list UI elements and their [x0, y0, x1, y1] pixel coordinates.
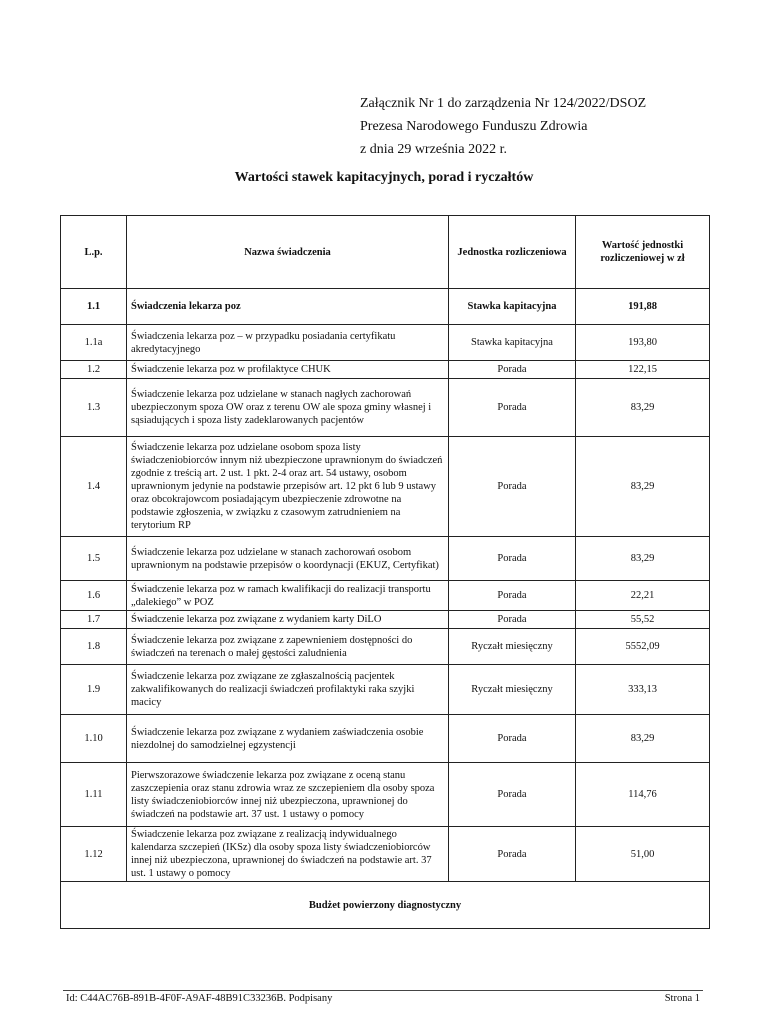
row-unit: Stawka kapitacyjna: [449, 325, 576, 361]
table-row: [61, 325, 710, 361]
row-name: Świadczenie lekarza poz udzielane osobom spoza listy świadczeniobiorców innym niż ubezpieczone uprawnionym do świadczeń zgodnie z treścią art. 2 ust. 1 pkt. 2-4 oraz art. 54 ustawy, osobom uprawnionym jedynie na podstawie przepisów art. 12 pkt 6 lub 9 ustawy oraz obcokrajowcom posiadającym ubezpieczenie zdrowotne na podstawie zgłoszenia, w związku z czasowym zatrudnieniem na terytorium RP: [127, 437, 449, 537]
row-unit: Porada: [449, 379, 576, 437]
rates-table: [60, 215, 710, 929]
row-lp: 1.1a: [61, 325, 127, 361]
table-row: [61, 537, 710, 581]
row-value: 333,13: [576, 665, 710, 715]
row-unit: Porada: [449, 763, 576, 827]
row-name: Świadczenie lekarza poz związane z zapewnieniem dostępności do świadczeń na terenach o małej gęstości zaludnienia: [127, 629, 449, 665]
row-value: 193,80: [576, 325, 710, 361]
header-name: Nazwa świadczenia: [127, 216, 449, 289]
header-line-1: Załącznik Nr 1 do zarządzenia Nr 124/2022/DSOZ: [360, 96, 647, 111]
row-unit: Porada: [449, 437, 576, 537]
row-name: Świadczenie lekarza poz w ramach kwalifikacji do realizacji transportu „dalekiego” w POZ: [127, 581, 449, 611]
row-name: Świadczenie lekarza poz w profilaktyce CHUK: [127, 361, 449, 379]
row-unit: Porada: [449, 611, 576, 629]
row-lp: 1.3: [61, 379, 127, 437]
table-row: [61, 581, 710, 611]
row-name: Świadczenie lekarza poz związane z wydaniem zaświadczenia osobie niezdolnej do samodzielnej egzystencji: [127, 715, 449, 763]
budget-row: [61, 882, 710, 929]
row-name: Świadczenie lekarza poz udzielane w stanach zachorowań osobom uprawnionym na podstawie przepisów o koordynacji (EKUZ, Certyfikat): [127, 537, 449, 581]
row-name: Pierwszorazowe świadczenie lekarza poz związane z oceną stanu zaszczepienia oraz stanu zdrowia wraz ze szczepieniem dla osoby spoza listy świadczeniobiorców innej niż ubezpieczona, uprawnionej do świadczeń na podstawie art. 37 ust. 1 ustawy o pomocy: [127, 763, 449, 827]
row-name: Świadczenie lekarza poz związane z realizacją indywidualnego kalendarza szczepień (IKSz) dla osoby spoza listy świadczeniobiorców innej niż ubezpieczona, uprawnionej do świadczeń na podstawie art. 37 ust. 1 ustawy o pomocy: [127, 827, 449, 882]
row-lp: 1.10: [61, 715, 127, 763]
table-row: [61, 629, 710, 665]
row-lp: 1.2: [61, 361, 127, 379]
table-row: [61, 361, 710, 379]
row-value: 122,15: [576, 361, 710, 379]
row-value: 55,52: [576, 611, 710, 629]
table-row: [61, 437, 710, 537]
row-value: 114,76: [576, 763, 710, 827]
attachment-header: [360, 92, 646, 161]
row-name: Świadczenia lekarza poz: [127, 289, 449, 325]
row-unit: Porada: [449, 361, 576, 379]
row-value: 22,21: [576, 581, 710, 611]
header-line-2: Prezesa Narodowego Funduszu Zdrowia: [360, 119, 588, 134]
row-value: 83,29: [576, 437, 710, 537]
row-value: 191,88: [576, 289, 710, 325]
table-row: [61, 763, 710, 827]
row-value: 83,29: [576, 379, 710, 437]
header-unit: Jednostka rozliczeniowa: [449, 216, 576, 289]
row-lp: 1.1: [61, 289, 127, 325]
row-unit: Ryczałt miesięczny: [449, 629, 576, 665]
table-row: [61, 827, 710, 882]
row-unit: Porada: [449, 715, 576, 763]
row-lp: 1.9: [61, 665, 127, 715]
row-lp: 1.4: [61, 437, 127, 537]
table-header-row: [61, 216, 710, 289]
row-unit: Porada: [449, 827, 576, 882]
table-row: [61, 379, 710, 437]
row-lp: 1.12: [61, 827, 127, 882]
row-value: 83,29: [576, 715, 710, 763]
row-lp: 1.5: [61, 537, 127, 581]
header-line-3: z dnia 29 września 2022 r.: [360, 142, 507, 157]
row-lp: 1.6: [61, 581, 127, 611]
row-value: 83,29: [576, 537, 710, 581]
row-unit: Ryczałt miesięczny: [449, 665, 576, 715]
row-name: Świadczenia lekarza poz – w przypadku posiadania certyfikatu akredytacyjnego: [127, 325, 449, 361]
row-unit: Porada: [449, 581, 576, 611]
header-value: Wartość jednostki rozliczeniowej w zł: [576, 216, 710, 289]
row-lp: 1.7: [61, 611, 127, 629]
footer-page-number: Strona 1: [664, 993, 700, 1004]
header-lp: L.p.: [61, 216, 127, 289]
footer-document-id: Id: C44AC76B-891B-4F0F-A9AF-48B91C33236B. Podpisany: [66, 993, 333, 1004]
footer-divider: [63, 990, 703, 991]
row-unit: Porada: [449, 537, 576, 581]
row-unit: Stawka kapitacyjna: [449, 289, 576, 325]
budget-label: Budżet powierzony diagnostyczny: [61, 882, 710, 929]
table-row: [61, 665, 710, 715]
row-lp: 1.11: [61, 763, 127, 827]
table-row: [61, 289, 710, 325]
table-row: [61, 715, 710, 763]
row-value: 51,00: [576, 827, 710, 882]
row-name: Świadczenie lekarza poz udzielane w stanach nagłych zachorowań ubezpieczonym spoza OW oraz z terenu OW ale spoza gminy własnej i sąsiadujących i spoza listy zadeklarowanych pacjentów: [127, 379, 449, 437]
row-lp: 1.8: [61, 629, 127, 665]
row-name: Świadczenie lekarza poz związane ze zgłaszalnością pacjentek zakwalifikowanych do realizacji świadczeń profilaktyki raka szyjki macicy: [127, 665, 449, 715]
table-row: [61, 611, 710, 629]
row-value: 5552,09: [576, 629, 710, 665]
row-name: Świadczenie lekarza poz związane z wydaniem karty DiLO: [127, 611, 449, 629]
document-title: Wartości stawek kapitacyjnych, porad i ryczałtów: [234, 170, 534, 185]
